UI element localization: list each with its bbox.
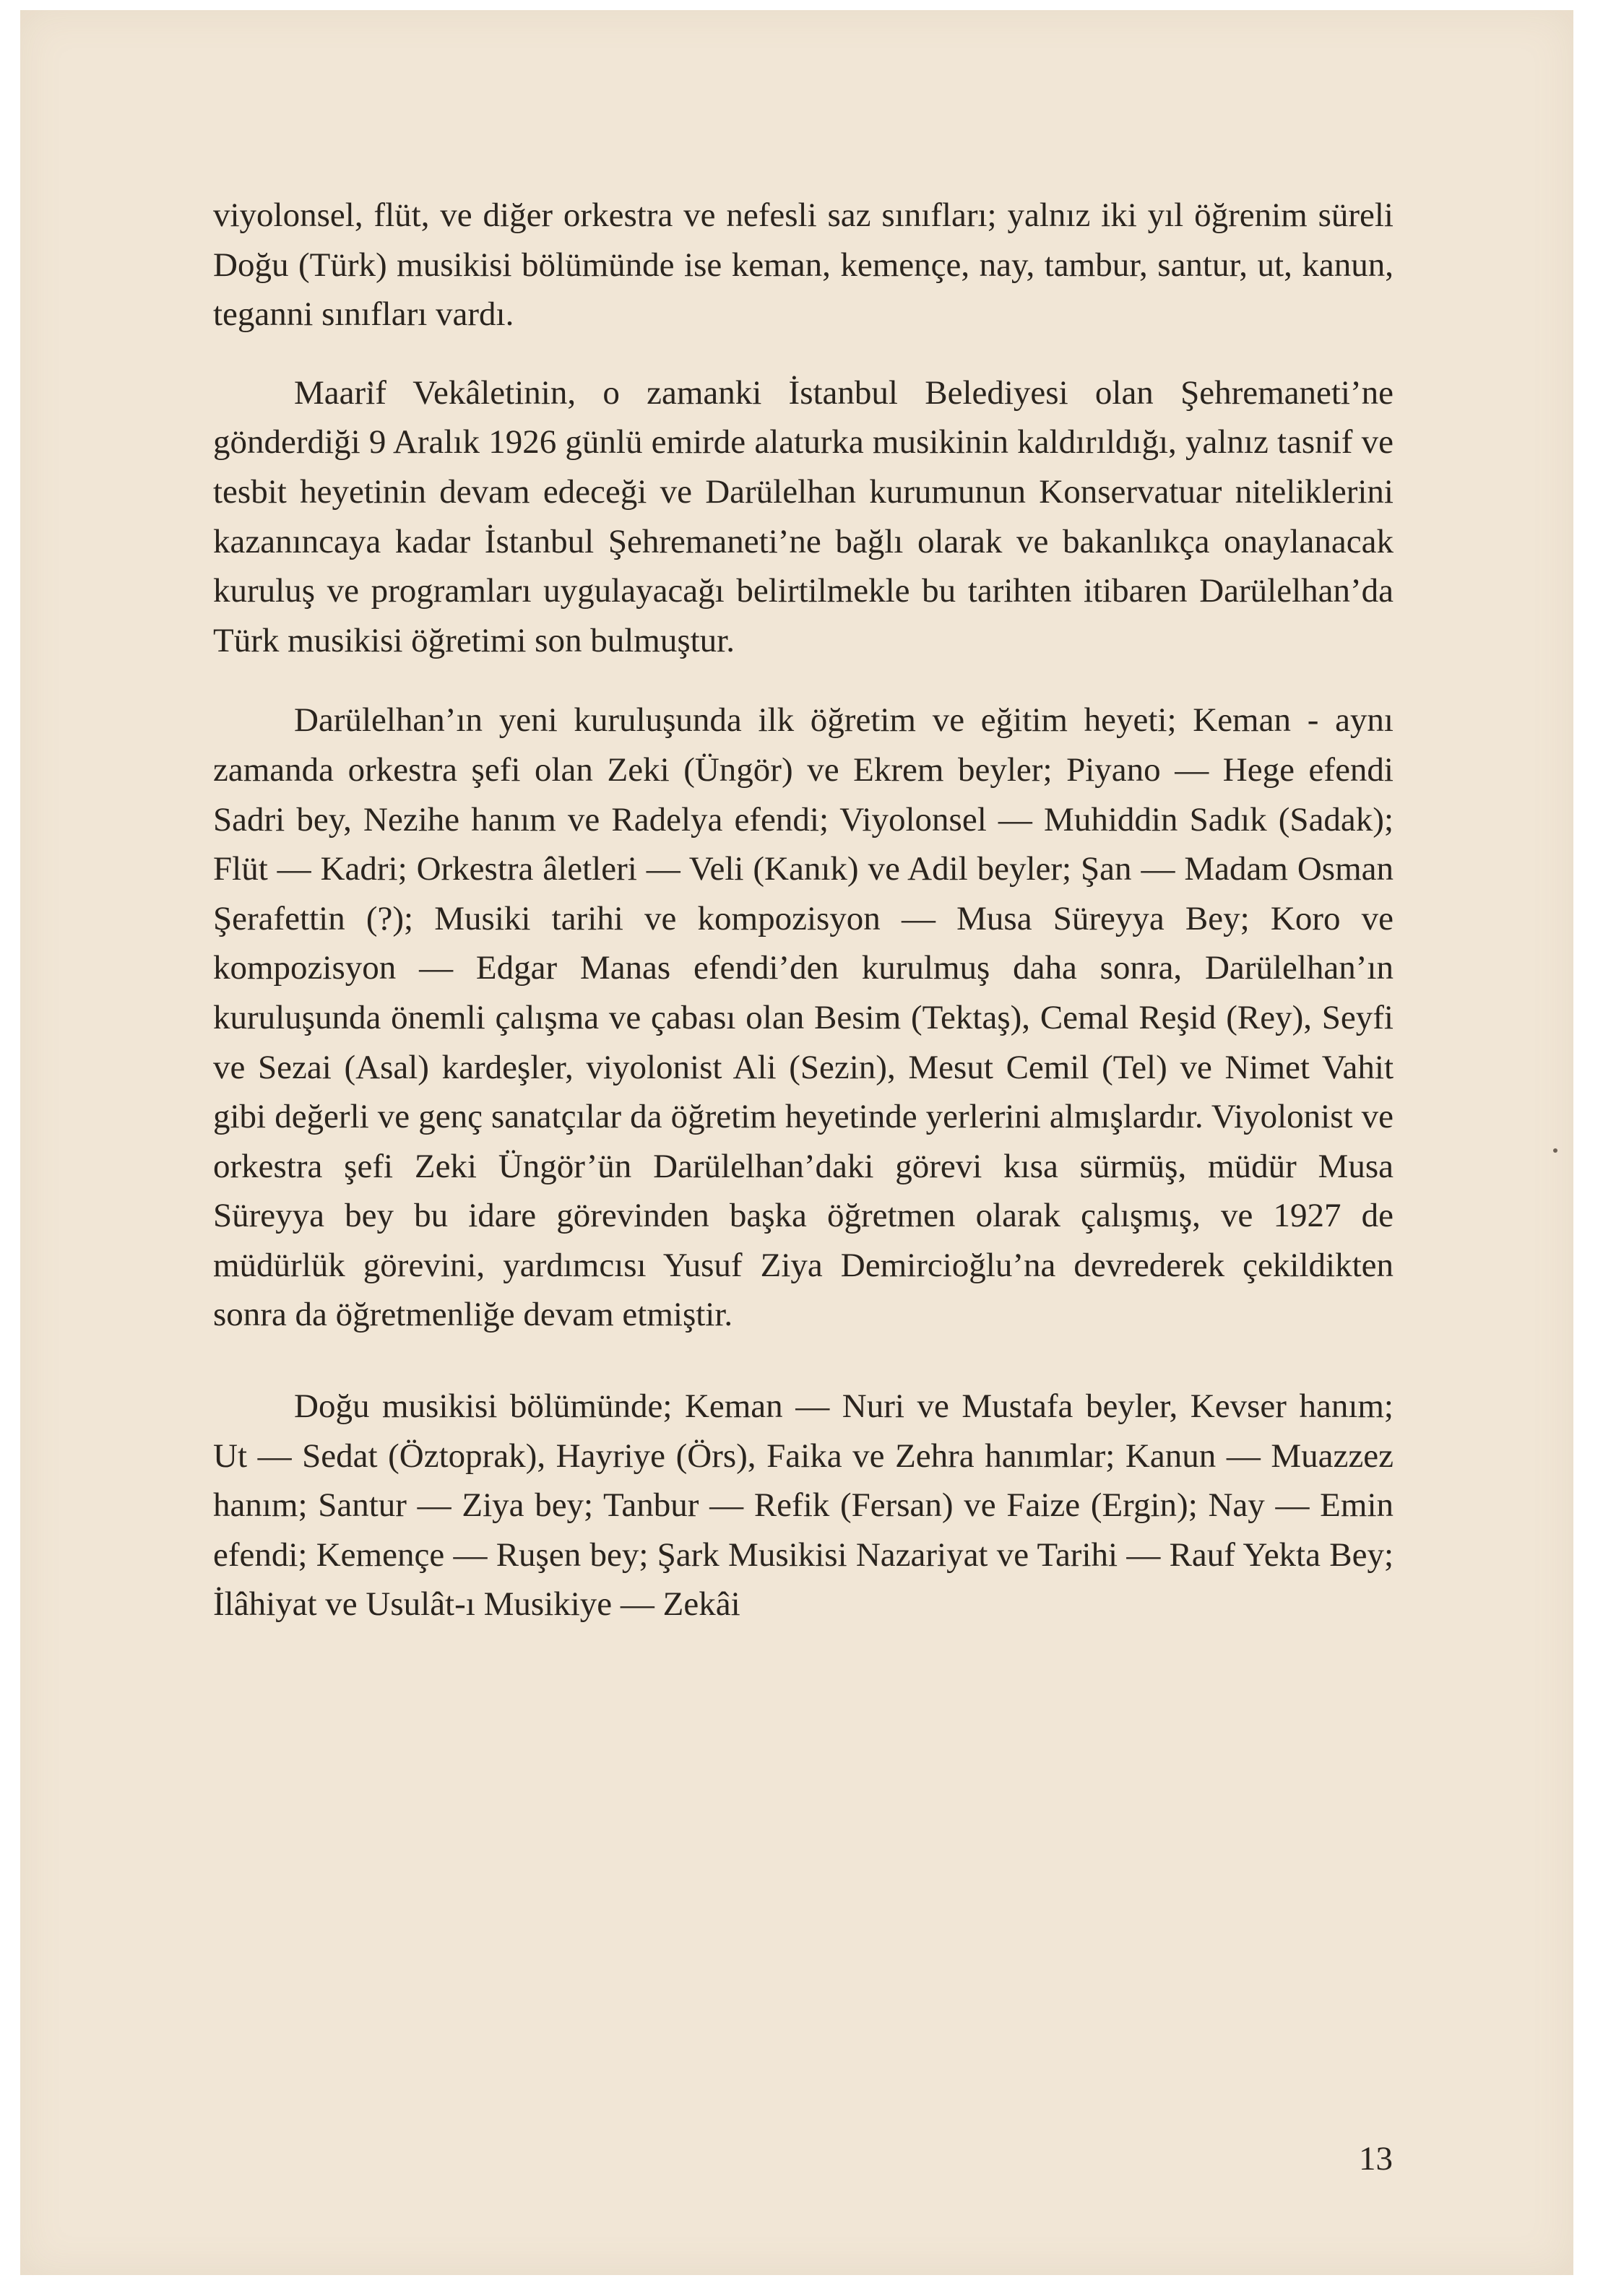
paragraph-darulelhan-faculty: Darülelhan’ın yeni kuruluşunda ilk öğretim ve eğitim heyeti; Keman - aynı zamanda orkestra şefi olan Zeki (Üngör) ve Ekrem beyler; Piyano — Hege efendi Sadri bey, Nezihe hanım ve Radelya efendi; Viyolonsel — Muhiddin Sadık (Sadak); Flüt — Kadri; Orkestra âletleri — Veli (Kanık) ve Adil beyler; Şan — Madam Osman Şerafettin (?); Musiki tarihi ve kompozisyon — Musa Süreyya Bey; Koro ve kompozisyon — Edgar Manas efendi’den kurulmuş daha sonra, Darülelhan’ın kuruluşunda önemli çalışma ve çabası olan Besim (Tektaş), Cemal Reşid (Rey), Seyfi ve Sezai (Asal) kardeşler, viyolonist Ali (Sezin), Mesut Cemil (Tel) ve Nimet Vahit gibi değerli ve genç sanatçılar da öğretim heyetinde yerlerini almışlardır. Viyolonist ve orkestra şefi Zeki Üngör’ün Darülelhan’daki görevi kısa sürmüş, müdür Musa Süreyya bey bu idare görevinden başka öğretmen olarak çalışmış, ve 1927 de müdürlük görevini, yardımcısı Yusuf Ziya Demircioğlu’na devrederek çekildikten sonra da öğretmenliğe devam etmiştir. xyxy=(213,701,1394,1334)
paragraph-maarif-vekaleti: Maarif Vekâletinin, o zamanki İstanbul Belediyesi olan Şehremaneti’ne gönderdiği 9 Aralık 1926 günlü emirde alaturka musikinin kaldırıldığı, yalnız tasnif ve tesbit heyetinin devam edeceği ve Darülelhan kurumunun Konservatuar niteliklerini kazanıncaya kadar İstanbul Şehremaneti’ne bağlı olarak ve bakanlıkça onaylanacak kuruluş ve programları uygulayacağı belirtilmekle bu tarihten itibaren Darülelhan’da Türk musikisi öğretimi son bulmuştur. xyxy=(213,373,1394,659)
page-number: 13 xyxy=(1359,2140,1393,2178)
paragraph-continuation: viyolonsel, flüt, ve diğer orkestra ve nefesli saz sınıfları; yalnız iki yıl öğrenim süreli Doğu (Türk) musikisi bölümünde ise keman, kemençe, nay, tambur, santur, ut, kanun, teganni sınıfları vardı. xyxy=(213,196,1394,334)
page-body xyxy=(213,191,1394,1629)
paragraph-eastern-music-faculty: Doğu musikisi bölümünde; Keman — Nuri ve Mustafa beyler, Kevser hanım; Ut — Sedat (Öztoprak), Hayriye (Örs), Faika ve Zehra hanımlar; Kanun — Muazzez hanım; Santur — Ziya bey; Tanbur — Refik (Fersan) ve Faize (Ergin); Nay — Emin efendi; Kemençe — Ruşen bey; Şark Musikisi Nazariyat ve Tarihi — Rauf Yekta Bey; İlâhiyat ve Usulât-ı Musikiye — Zekâi xyxy=(213,1387,1394,1624)
ink-speck xyxy=(1553,1148,1557,1153)
